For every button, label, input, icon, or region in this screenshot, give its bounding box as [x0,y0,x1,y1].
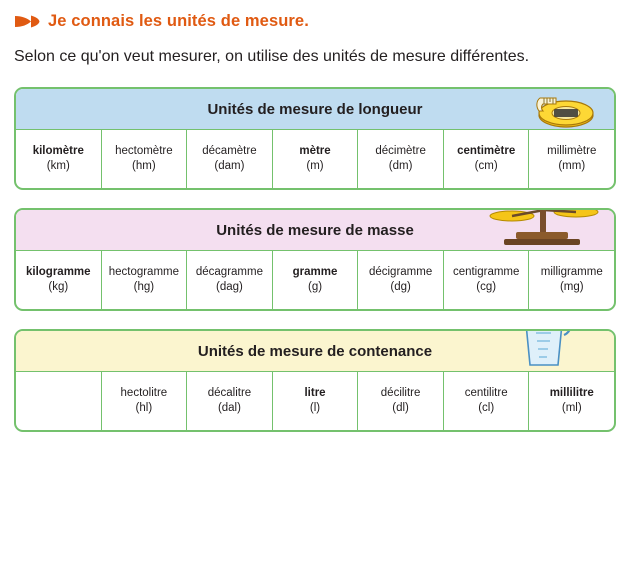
page-title: Je connais les unités de mesure. [48,12,309,30]
arrow-right-icon [14,14,40,29]
unit-cell [102,130,188,188]
unit-name: hectogramme [108,266,180,279]
unit-cell [529,251,614,309]
measuring-beaker-icon [512,329,578,371]
unit-cell [444,251,530,309]
unit-cell [16,251,102,309]
unit-symbol: (hl) [135,401,153,414]
unit-symbol: (mg) [559,280,584,293]
page-heading [14,0,616,31]
table-contenance-title-bar [16,331,614,371]
unit-cell [529,372,614,430]
table-contenance-units-row [16,371,614,430]
unit-cell [187,251,273,309]
table-longueur-title-bar [16,89,614,129]
unit-cell [187,372,273,430]
unit-cell-empty [16,372,102,430]
table-contenance [14,329,616,432]
unit-symbol: (dag) [216,280,243,293]
unit-name: millimètre [547,145,597,158]
unit-symbol: (dm) [388,159,413,172]
table-contenance-title: Unités de mesure de contenance [197,342,433,360]
table-masse-title-bar [16,210,614,250]
measuring-tape-icon [534,91,596,129]
unit-name: centigramme [452,266,520,279]
unit-name: hectomètre [115,145,173,158]
unit-cell [102,372,188,430]
unit-name: litre [304,387,326,400]
unit-name: décalitre [207,387,252,400]
unit-symbol: (m) [306,159,324,172]
unit-cell [358,372,444,430]
unit-symbol: (dl) [392,401,409,414]
unit-name: décamètre [202,145,257,158]
unit-name: kilomètre [32,145,84,158]
balance-scale-icon [476,208,604,250]
unit-symbol: (cg) [476,280,497,293]
table-longueur-title: Unités de mesure de longueur [207,100,423,118]
table-masse-units-row [16,250,614,309]
unit-symbol: (cl) [478,401,495,414]
table-masse-title: Unités de mesure de masse [216,221,414,239]
table-longueur [14,87,616,190]
unit-symbol: (dal) [217,401,241,414]
unit-symbol: (hm) [132,159,156,172]
unit-name: mètre [299,145,331,158]
unit-cell [187,130,273,188]
unit-symbol: (dam) [214,159,245,172]
unit-name: centilitre [464,387,508,400]
unit-name: décimètre [375,145,426,158]
unit-name: milligramme [540,266,603,279]
unit-cell [273,130,359,188]
unit-symbol: (cm) [474,159,498,172]
unit-symbol: (l) [309,401,321,414]
unit-symbol: (dg) [390,280,411,293]
unit-cell [358,130,444,188]
unit-cell [444,130,530,188]
intro-paragraph: Selon ce qu'on veut mesurer, on utilise des unités de mesure différentes. [14,48,530,65]
unit-symbol: (hg) [133,280,155,293]
unit-cell [273,372,359,430]
unit-name: gramme [292,266,338,279]
table-masse [14,208,616,311]
unit-name: décilitre [380,387,421,400]
table-longueur-units-row [16,129,614,188]
unit-cell [529,130,614,188]
unit-cell [358,251,444,309]
unit-symbol: (km) [46,159,70,172]
unit-cell [444,372,530,430]
unit-symbol: (kg) [48,280,69,293]
unit-cell [273,251,359,309]
unit-name: décigramme [368,266,433,279]
unit-cell [16,130,102,188]
unit-symbol: (g) [307,280,323,293]
unit-cell [102,251,188,309]
unit-name: centimètre [457,145,516,158]
unit-name: kilogramme [26,266,91,279]
unit-symbol: (ml) [561,401,582,414]
unit-name: millilitre [549,387,594,400]
unit-name: décagramme [195,266,263,279]
unit-symbol: (mm) [558,159,586,172]
unit-name: hectolitre [120,387,168,400]
